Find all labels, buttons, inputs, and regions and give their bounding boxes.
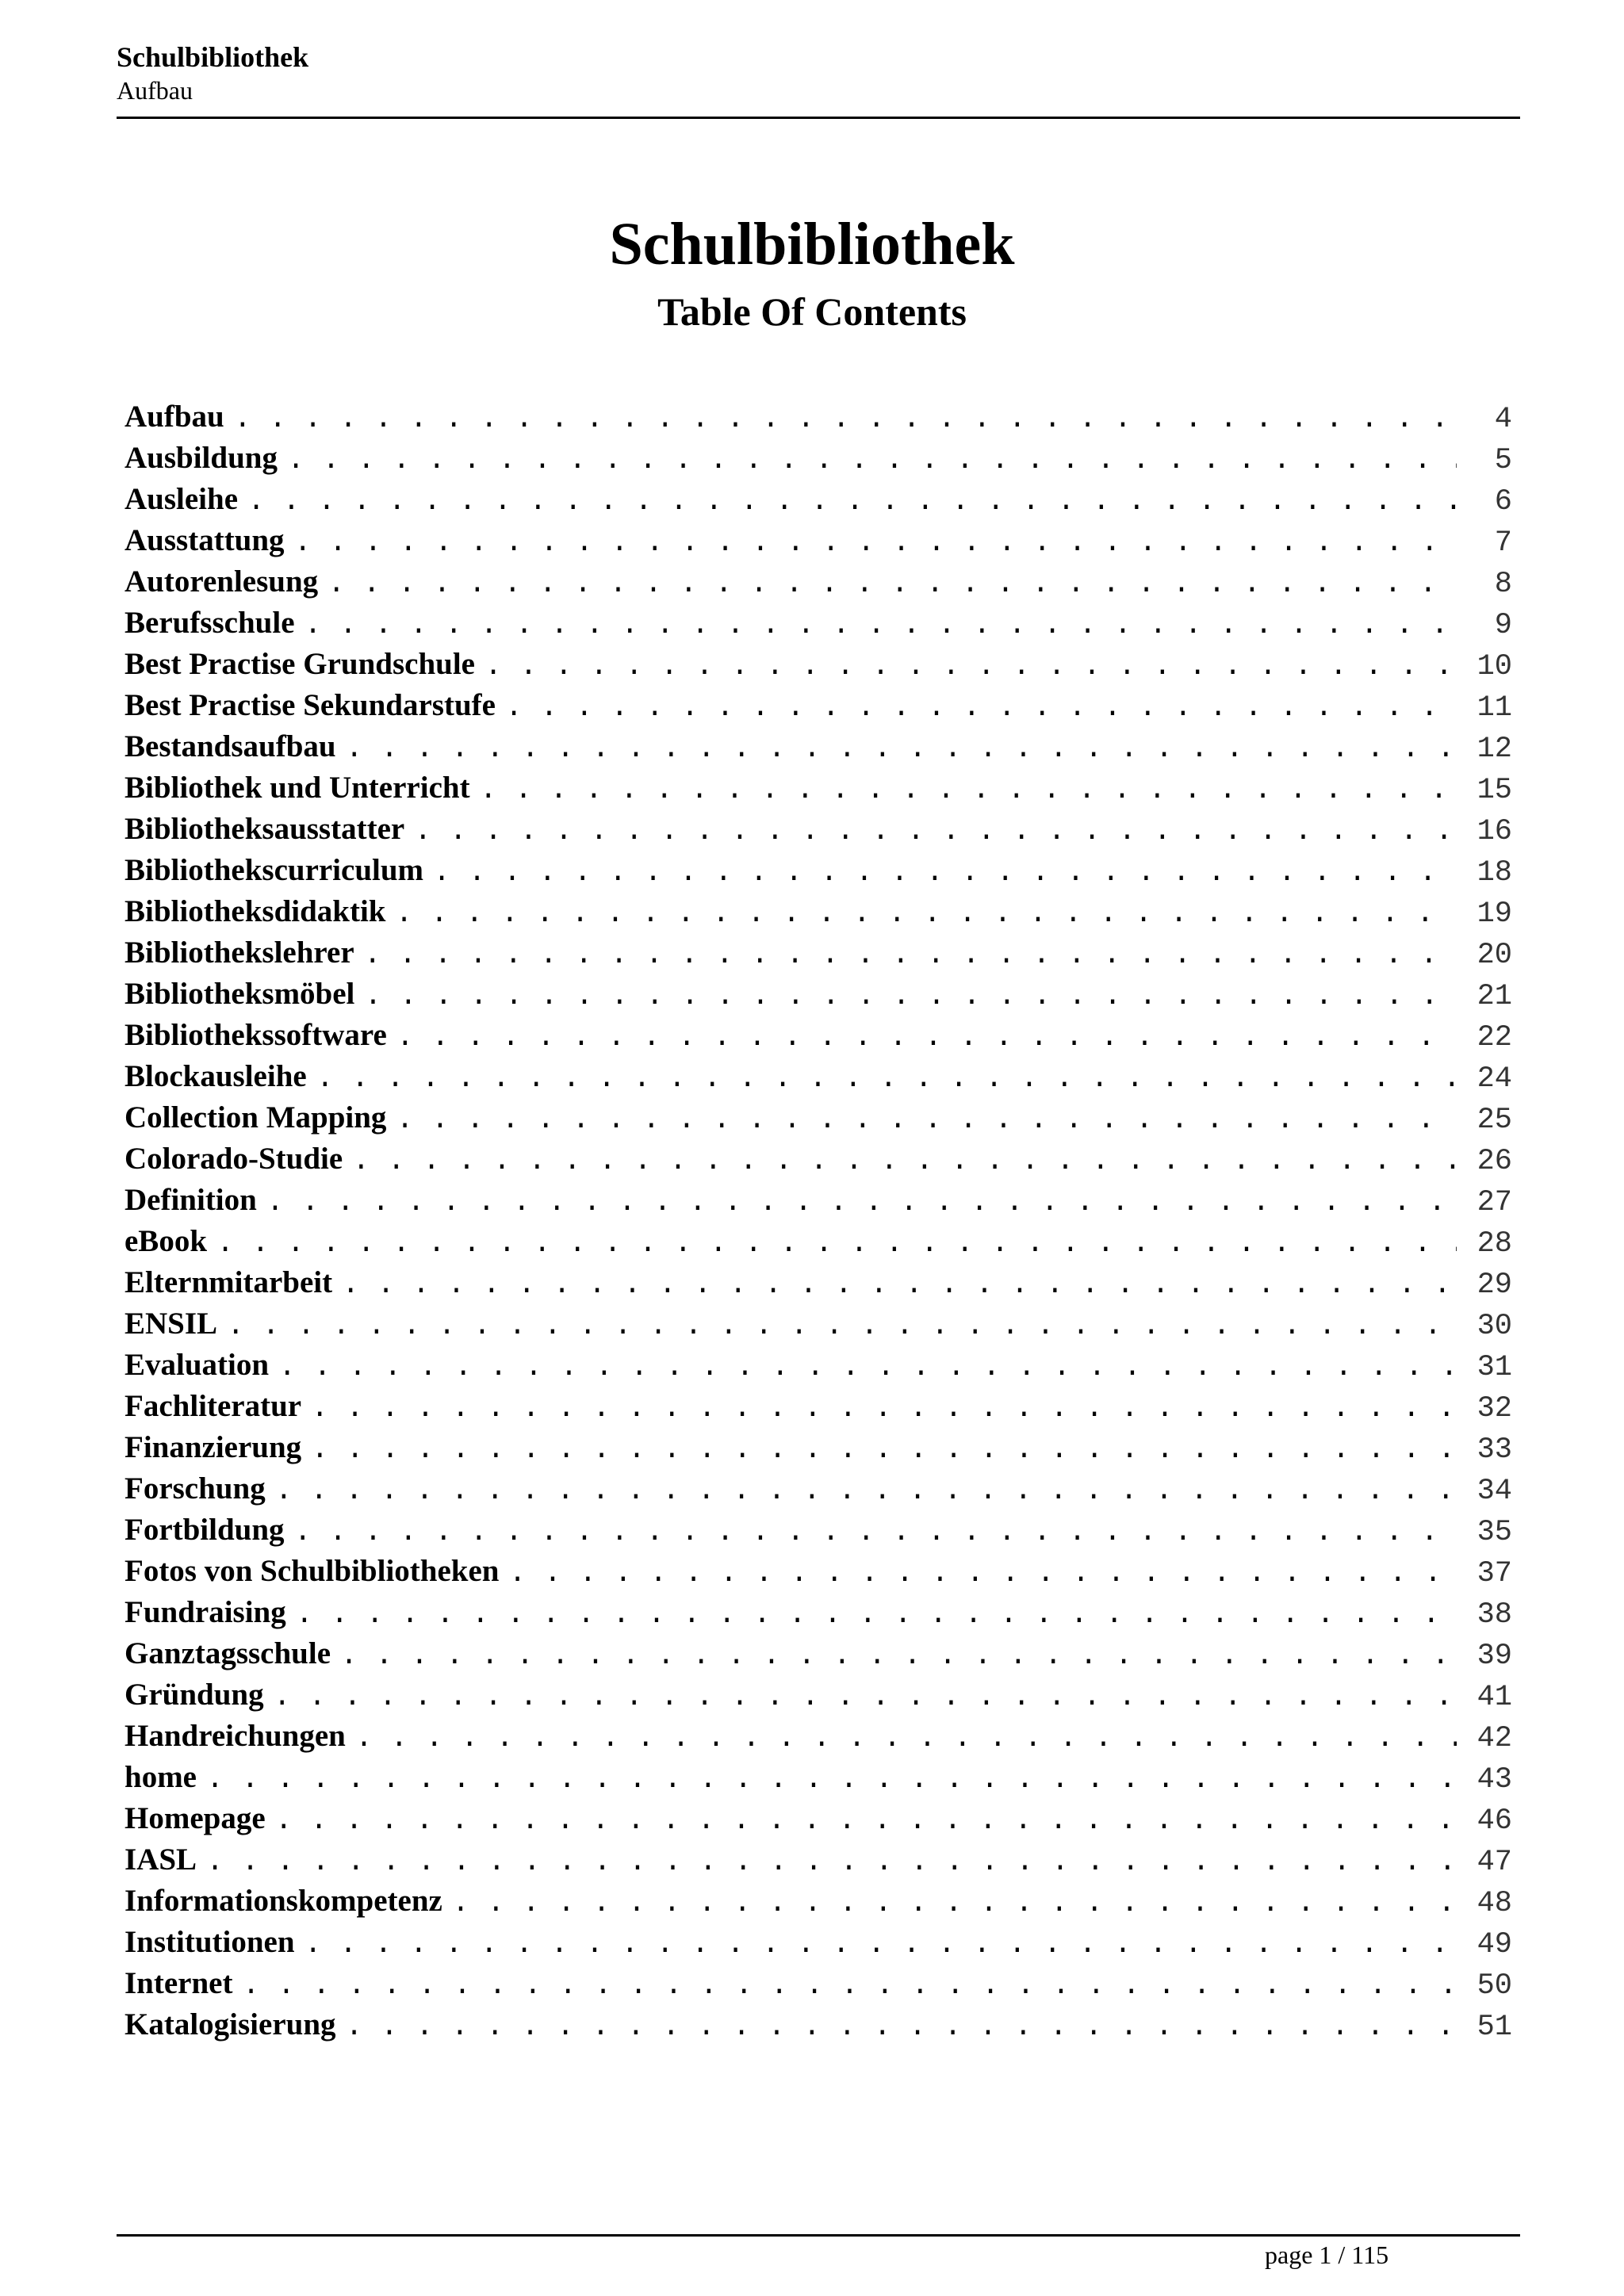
toc-entry[interactable] (124, 1180, 1512, 1221)
toc-entry-page: 51 (1477, 2011, 1512, 2044)
toc-entry-title: Best Practise Sekundarstufe (124, 688, 496, 722)
toc-entry-title: Internet (124, 1966, 233, 2000)
toc-entry-title: Collection Mapping (124, 1100, 387, 1135)
toc-entry-page: 20 (1477, 939, 1512, 972)
toc-entry-title: ENSIL (124, 1307, 218, 1341)
toc-dot-leader (316, 1058, 1457, 1100)
toc-entry-title: Finanzierung (124, 1430, 302, 1464)
toc-entry[interactable] (124, 974, 1512, 1015)
toc-entry-title: Colorado-Studie (124, 1142, 343, 1176)
toc-dot-leader (266, 1182, 1457, 1223)
toc-entry[interactable] (124, 1386, 1512, 1427)
footer-divider (117, 2234, 1520, 2237)
toc-entry-title: Bibliothekslehrer (124, 936, 354, 970)
toc-entry-page: 8 (1494, 568, 1512, 601)
toc-dot-leader (364, 935, 1457, 976)
toc-dot-leader (287, 440, 1457, 481)
header-subtitle: Aufbau (117, 76, 193, 105)
toc-dot-leader (304, 1924, 1457, 1965)
toc-entry-title: Bibliotheksmöbel (124, 977, 355, 1011)
toc-entry-title: Definition (124, 1183, 257, 1217)
toc-entry[interactable] (124, 1633, 1512, 1674)
toc-entry[interactable] (124, 1757, 1512, 1798)
toc-dot-leader (234, 399, 1457, 440)
toc-entry[interactable] (124, 1097, 1512, 1138)
toc-entry[interactable] (124, 1922, 1512, 1963)
toc-entry-title: Ausleihe (124, 482, 239, 516)
toc-entry-page: 15 (1477, 774, 1512, 807)
toc-dot-leader (294, 522, 1457, 564)
toc-entry-page: 32 (1477, 1392, 1512, 1425)
page-number: page 1 / 115 (1265, 2241, 1389, 2269)
toc-dot-leader (206, 1759, 1457, 1800)
toc-entry[interactable] (124, 1015, 1512, 1056)
toc-entry-title: Blockausleihe (124, 1059, 307, 1093)
toc-entry-title: Bestandsaufbau (124, 729, 336, 763)
toc-entry-title: Elternmitarbeit (124, 1265, 333, 1299)
table-of-contents (124, 396, 1512, 2045)
toc-entry-title: Ausbildung (124, 441, 278, 475)
toc-dot-leader (275, 1800, 1457, 1842)
toc-entry-page: 43 (1477, 1763, 1512, 1797)
toc-entry[interactable] (124, 809, 1512, 850)
toc-dot-leader (216, 1223, 1457, 1265)
toc-entry[interactable] (124, 726, 1512, 767)
toc-dot-leader (433, 852, 1457, 894)
toc-entry-page: 27 (1477, 1186, 1512, 1219)
toc-entry-title: Evaluation (124, 1348, 270, 1382)
toc-dot-leader (346, 729, 1457, 770)
toc-dot-leader (414, 811, 1457, 852)
toc-entry-page: 31 (1477, 1351, 1512, 1384)
toc-entry[interactable] (124, 561, 1512, 603)
toc-entry-page: 48 (1477, 1887, 1512, 1920)
toc-entry[interactable] (124, 1221, 1512, 1262)
toc-dot-leader (480, 770, 1457, 811)
toc-entry-title: Fortbildung (124, 1513, 285, 1547)
toc-entry[interactable] (124, 644, 1512, 685)
toc-entry[interactable] (124, 767, 1512, 809)
toc-entry-title: Fachliteratur (124, 1389, 302, 1423)
toc-entry[interactable] (124, 1674, 1512, 1716)
toc-dot-leader (247, 481, 1457, 522)
toc-entry-title: Forschung (124, 1471, 266, 1506)
toc-entry[interactable] (124, 1427, 1512, 1468)
toc-entry-title: Gründung (124, 1678, 264, 1712)
toc-entry-title: Best Practise Grundschule (124, 647, 475, 681)
toc-dot-leader (452, 1883, 1457, 1924)
toc-dot-leader (505, 687, 1457, 729)
toc-dot-leader (206, 1842, 1457, 1883)
toc-dot-leader (327, 564, 1457, 605)
toc-entry-title: Fotos von Schulbibliotheken (124, 1554, 500, 1588)
toc-entry[interactable] (124, 1839, 1512, 1881)
toc-entry[interactable] (124, 1881, 1512, 1922)
toc-entry-title: Katalogisierung (124, 2007, 336, 2042)
toc-entry-page: 39 (1477, 1640, 1512, 1673)
toc-entry-page: 29 (1477, 1269, 1512, 1302)
toc-dot-leader (294, 1512, 1457, 1553)
toc-entry-title: IASL (124, 1843, 197, 1877)
toc-entry-page: 25 (1477, 1104, 1512, 1137)
toc-entry-page: 30 (1477, 1310, 1512, 1343)
toc-dot-leader (342, 1265, 1457, 1306)
toc-entry-title: home (124, 1760, 197, 1794)
toc-entry-page: 7 (1494, 526, 1512, 560)
toc-entry-title: Aufbau (124, 400, 224, 434)
toc-dot-leader (396, 1017, 1457, 1058)
toc-entry-page: 37 (1477, 1557, 1512, 1590)
toc-entry[interactable] (124, 1510, 1512, 1551)
toc-entry[interactable] (124, 850, 1512, 891)
toc-entry[interactable] (124, 1592, 1512, 1633)
toc-entry[interactable] (124, 396, 1512, 438)
toc-entry-page: 33 (1477, 1433, 1512, 1467)
toc-dot-leader (274, 1677, 1457, 1718)
header-divider (117, 117, 1520, 119)
toc-dot-leader (364, 976, 1457, 1017)
toc-dot-leader (340, 1636, 1457, 1677)
header-title: Schulbibliothek (117, 41, 309, 73)
toc-dot-leader (304, 605, 1457, 646)
running-header (117, 41, 1520, 106)
toc-entry-title: Institutionen (124, 1925, 295, 1959)
toc-dot-leader (311, 1388, 1457, 1429)
toc-entry-page: 42 (1477, 1722, 1512, 1755)
document-subtitle: Table Of Contents (657, 289, 967, 334)
toc-entry-page: 47 (1477, 1846, 1512, 1879)
toc-entry[interactable] (124, 479, 1512, 520)
toc-entry-page: 11 (1477, 691, 1512, 725)
toc-entry-page: 35 (1477, 1516, 1512, 1549)
toc-entry-page: 12 (1477, 733, 1512, 766)
toc-dot-leader (395, 894, 1457, 935)
toc-entry[interactable] (124, 1551, 1512, 1592)
toc-entry-page: 50 (1477, 1969, 1512, 2003)
toc-entry[interactable] (124, 438, 1512, 479)
toc-dot-leader (352, 1141, 1457, 1182)
toc-entry[interactable] (124, 1716, 1512, 1757)
toc-entry-title: Bibliothekscurriculum (124, 853, 424, 887)
toc-entry-page: 19 (1477, 897, 1512, 931)
toc-dot-leader (275, 1471, 1457, 1512)
toc-dot-leader (485, 646, 1457, 687)
toc-entry[interactable] (124, 1345, 1512, 1386)
toc-entry-title: Bibliothek und Unterricht (124, 771, 470, 805)
toc-dot-leader (355, 1718, 1457, 1759)
toc-entry[interactable] (124, 685, 1512, 726)
toc-entry-page: 46 (1477, 1804, 1512, 1838)
toc-entry[interactable] (124, 2004, 1512, 2045)
toc-dot-leader (346, 2007, 1457, 2048)
toc-entry[interactable] (124, 1056, 1512, 1097)
toc-entry-page: 6 (1494, 485, 1512, 519)
toc-entry[interactable] (124, 932, 1512, 974)
toc-entry-page: 26 (1477, 1145, 1512, 1178)
toc-entry-title: Fundraising (124, 1595, 286, 1629)
toc-entry-page: 21 (1477, 980, 1512, 1013)
toc-entry[interactable] (124, 1798, 1512, 1839)
toc-entry-page: 41 (1477, 1681, 1512, 1714)
toc-entry-page: 18 (1477, 856, 1512, 890)
toc-entry-title: Informationskompetenz (124, 1884, 442, 1918)
toc-entry-page: 22 (1477, 1021, 1512, 1054)
toc-entry-page: 49 (1477, 1928, 1512, 1961)
toc-entry-title: Ausstattung (124, 523, 285, 557)
toc-dot-leader (311, 1429, 1457, 1471)
toc-entry-page: 24 (1477, 1062, 1512, 1096)
toc-entry[interactable] (124, 1262, 1512, 1303)
toc-entry-page: 9 (1494, 609, 1512, 642)
toc-entry-title: Ganztagsschule (124, 1636, 331, 1670)
toc-entry-title: Handreichungen (124, 1719, 346, 1753)
toc-entry-page: 4 (1494, 403, 1512, 436)
toc-entry[interactable] (124, 603, 1512, 644)
toc-entry-title: Bibliotheksdidaktik (124, 894, 386, 928)
toc-entry[interactable] (124, 1138, 1512, 1180)
toc-entry-title: Homepage (124, 1801, 266, 1835)
toc-entry-title: eBook (124, 1224, 208, 1258)
toc-dot-leader (508, 1553, 1457, 1594)
toc-entry-title: Bibliotheksausstatter (124, 812, 405, 846)
toc-entry-page: 10 (1477, 650, 1512, 683)
toc-entry-page: 34 (1477, 1475, 1512, 1508)
toc-entry[interactable] (124, 1963, 1512, 2004)
toc-dot-leader (396, 1100, 1457, 1141)
document-title: Schulbibliothek (609, 211, 1015, 277)
toc-entry[interactable] (124, 1468, 1512, 1510)
toc-entry-page: 16 (1477, 815, 1512, 848)
toc-entry-page: 28 (1477, 1227, 1512, 1261)
toc-dot-leader (278, 1347, 1457, 1388)
toc-entry-title: Autorenlesung (124, 564, 319, 599)
toc-entry-page: 38 (1477, 1598, 1512, 1632)
toc-entry-page: 5 (1494, 444, 1512, 477)
toc-entry[interactable] (124, 1303, 1512, 1345)
toc-entry-title: Berufsschule (124, 606, 295, 640)
toc-dot-leader (296, 1594, 1457, 1636)
toc-entry-title: Bibliothekssoftware (124, 1018, 387, 1052)
toc-dot-leader (227, 1306, 1457, 1347)
toc-dot-leader (242, 1965, 1457, 2007)
toc-entry[interactable] (124, 520, 1512, 561)
toc-entry[interactable] (124, 891, 1512, 932)
